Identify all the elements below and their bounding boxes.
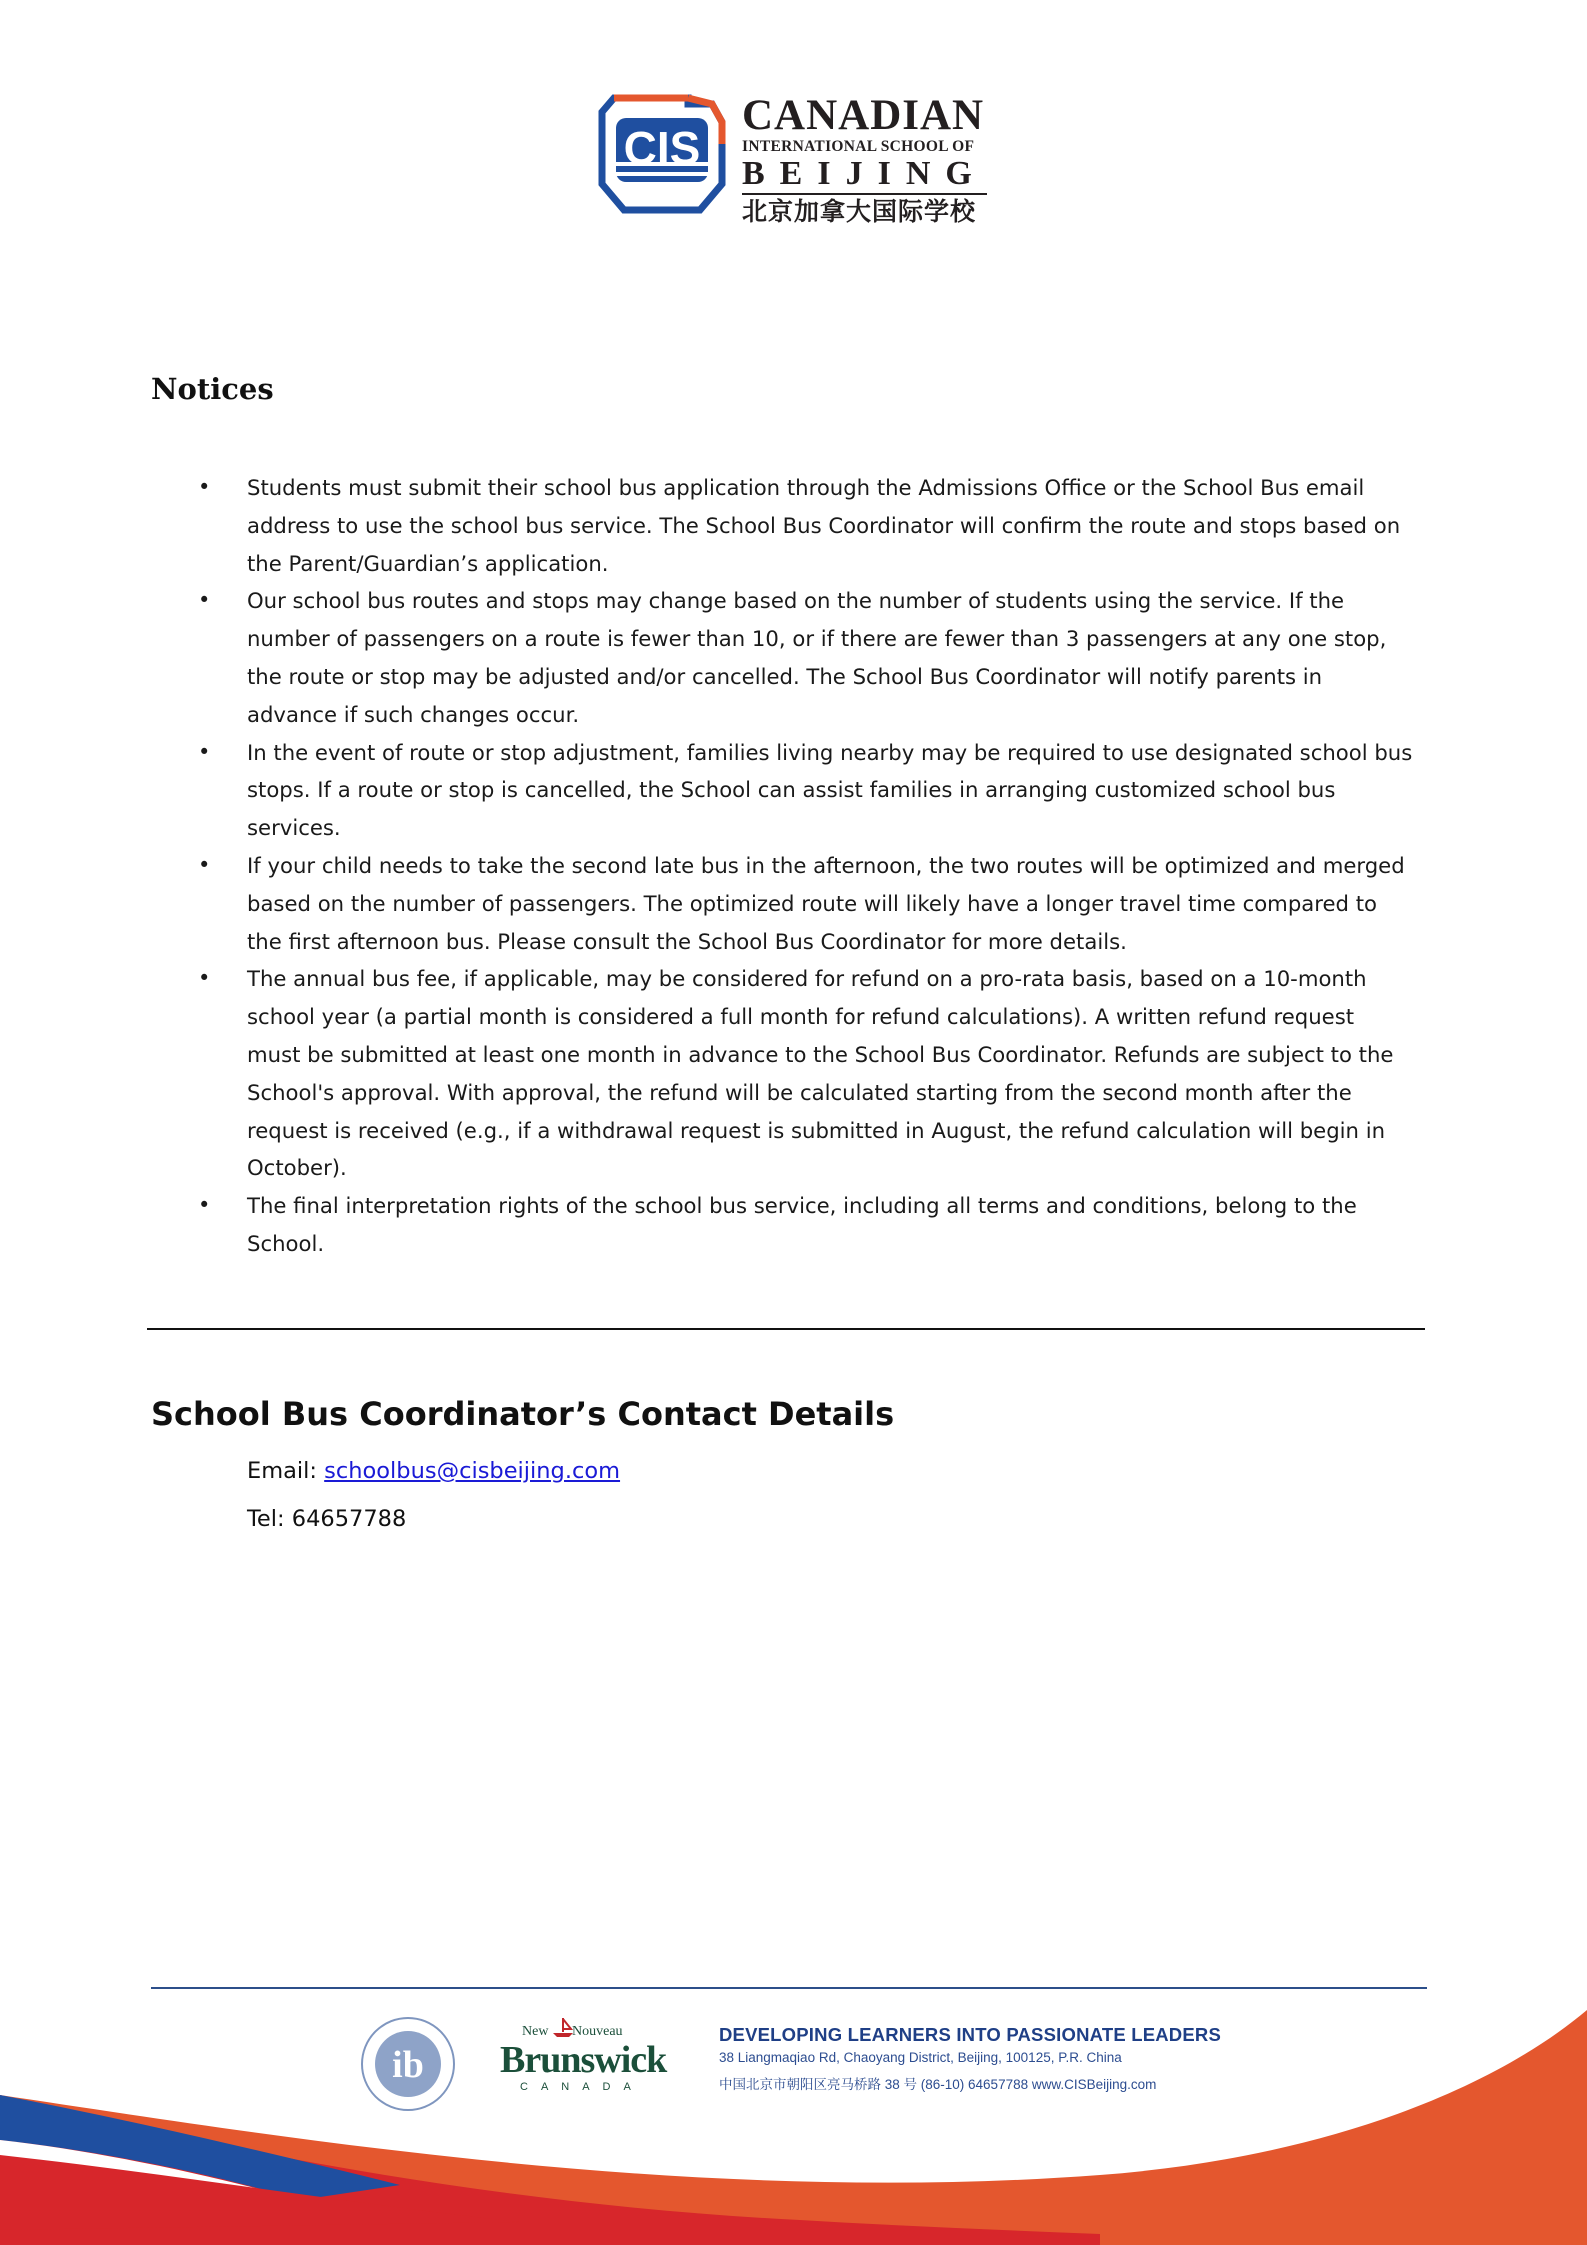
- footer-tagline: DEVELOPING LEARNERS INTO PASSIONATE LEADERS: [719, 2024, 1221, 2045]
- tel-label: Tel:: [247, 1506, 292, 1532]
- notice-line: the route or stop may be adjusted and/or cancelled. The School Bus Coordinator will notify parents in: [247, 663, 1323, 689]
- notice-line: address to use the school bus service. The School Bus Coordinator will confirm the route and stops based on: [247, 512, 1401, 538]
- notice-line: October).: [247, 1155, 347, 1181]
- notice-line: request is received (e.g., if a withdrawal request is submitted in August, the refund calculation will begin in: [247, 1117, 1386, 1143]
- svg-text:ib: ib: [392, 2044, 424, 2086]
- notice-line: the first afternoon bus. Please consult the School Bus Coordinator for more details.: [247, 928, 1127, 954]
- logo-line-chinese: 北京加拿大国际学校: [742, 197, 977, 226]
- section-divider: [147, 1328, 1425, 1330]
- footer-address-cn: 中国北京市朝阳区亮马桥路 38 号 (86-10) 64657788 www.CISBeijing.com: [719, 2077, 1157, 2092]
- bullet-icon: •: [198, 739, 211, 764]
- notice-line: stops. If a route or stop is cancelled, the School can assist families in arranging customized school bus: [247, 777, 1336, 803]
- cis-crest-icon: [594, 92, 730, 220]
- notice-item: [151, 469, 1441, 582]
- notice-line: If your child needs to take the second late bus in the afternoon, the two routes will be optimized and merged: [247, 852, 1405, 878]
- notice-line: School's approval. With approval, the refund will be calculated starting from the second month after the: [247, 1079, 1352, 1105]
- contact-email-row: [247, 1458, 620, 1484]
- contact-tel-row: [247, 1506, 406, 1532]
- school-logo: [594, 92, 994, 226]
- notice-line: based on the number of passengers. The optimized route will likely have a longer travel time compared to: [247, 890, 1377, 916]
- notice-line: School.: [247, 1230, 325, 1256]
- nb-name: Brunswick: [500, 2039, 667, 2081]
- bullet-icon: •: [198, 966, 211, 991]
- tel-value: 64657788: [291, 1506, 407, 1532]
- ib-world-school-logo: [357, 2013, 459, 2115]
- notices-heading: Notices: [151, 372, 274, 406]
- logo-line-canadian: CANADIAN: [742, 92, 985, 139]
- logo-line-international: INTERNATIONAL SCHOOL OF: [742, 138, 975, 155]
- notice-line: the Parent/Guardian’s application.: [247, 550, 609, 576]
- bullet-icon: •: [198, 1193, 211, 1218]
- notice-line: The final interpretation rights of the school bus service, including all terms and conditions, belong to the: [247, 1193, 1357, 1219]
- logo-rule: [742, 193, 987, 195]
- notices-list: [151, 469, 1441, 1263]
- contact-heading: School Bus Coordinator’s Contact Details: [151, 1395, 895, 1433]
- nb-country: CANADA: [520, 2081, 644, 2093]
- email-label: Email:: [247, 1458, 325, 1484]
- logo-line-beijing: BEIJING: [742, 155, 987, 192]
- nb-nouveau-label: Nouveau: [572, 2024, 623, 2039]
- notice-line: school year (a partial month is considered a full month for refund calculations). A written refund request: [247, 1004, 1355, 1030]
- footer-rule: [151, 1987, 1427, 1989]
- notice-line: Our school bus routes and stops may change based on the number of students using the service. If the: [247, 588, 1345, 614]
- bullet-icon: •: [198, 475, 211, 499]
- email-link[interactable]: schoolbus@cisbeijing.com: [324, 1458, 621, 1484]
- notice-item: [151, 847, 1441, 960]
- notice-line: must be submitted at least one month in advance to the School Bus Coordinator. Refunds are subject to the: [247, 1041, 1394, 1067]
- notice-item: [151, 734, 1441, 847]
- notice-line: number of passengers on a route is fewer than 10, or if there are fewer than 3 passengers at any one stop,: [247, 626, 1387, 652]
- svg-text:CIS: CIS: [623, 122, 701, 174]
- notice-line: Students must submit their school bus application through the Admissions Office or the School Bus email: [247, 475, 1365, 500]
- notice-line: services.: [247, 815, 341, 841]
- notice-line: In the event of route or stop adjustment, families living nearby may be required to use designated school bus: [247, 739, 1413, 765]
- footer-address-en: 38 Liangmaqiao Rd, Chaoyang District, Beijing, 100125, P.R. China: [719, 2050, 1122, 2065]
- notice-item: [151, 582, 1441, 733]
- logo-wordmark: [742, 94, 997, 226]
- bullet-icon: •: [198, 852, 211, 877]
- new-brunswick-logo: [500, 2016, 670, 2092]
- notice-line: advance if such changes occur.: [247, 701, 580, 727]
- notice-item: [151, 1187, 1441, 1263]
- bullet-icon: •: [198, 588, 211, 613]
- notice-line: The annual bus fee, if applicable, may be considered for refund on a pro-rata basis, based on a 10-month: [247, 966, 1367, 992]
- nb-new-label: New: [522, 2024, 549, 2039]
- notice-item: [151, 960, 1441, 1187]
